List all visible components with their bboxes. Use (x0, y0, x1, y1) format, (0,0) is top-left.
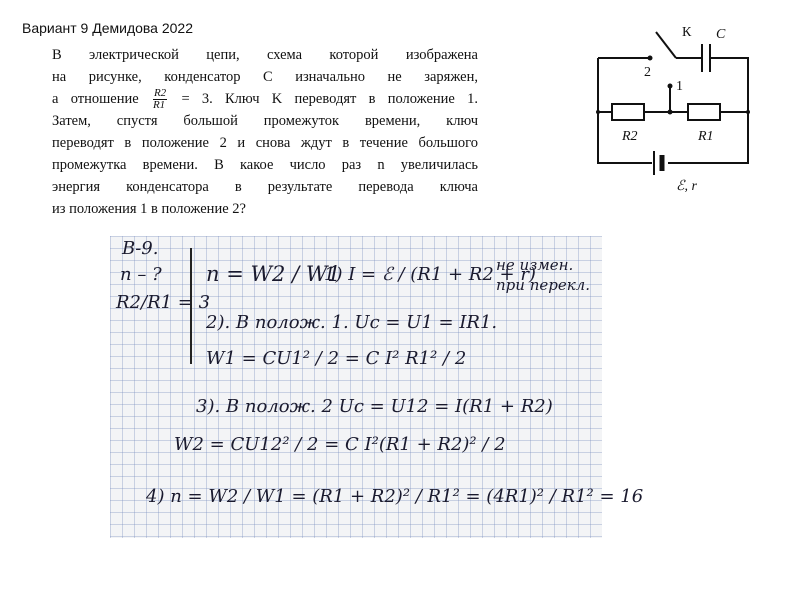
problem-line-7: энергия конденсатора в результате перевода ключа (52, 179, 478, 195)
r1-label: R1 (698, 129, 714, 144)
position-2-label: 2 (644, 65, 651, 80)
problem-line-5: переводят в положение 2 и снова ждут в течение большого (52, 135, 478, 151)
circuit-diagram (590, 18, 770, 198)
position-1-label: 1 (676, 79, 683, 94)
step-2: 2). В полож. 1. Uc = U1 = IR1. (206, 312, 498, 333)
ratio-denominator: R1 (152, 99, 166, 112)
step-1: 1) I = ℰ / (R1 + R2 + r) (324, 264, 536, 285)
step-1-note-1: не измен. (496, 256, 574, 274)
emf-label: ℰ, r (676, 179, 697, 194)
given-variant: В-9. (122, 238, 159, 259)
problem-line-2: на рисунке, конденсатор C изначально не заряжен, (52, 69, 478, 85)
key-label: К (682, 25, 692, 40)
problem-line-6: промежутка времени. В какое число раз n увеличилась (52, 157, 478, 173)
problem-line-3-post: = 3. Ключ K переводят в положение 1. (181, 91, 479, 107)
given-ratio: R2/R1 = 3 (116, 292, 211, 313)
step-1-note-2: при перекл. (496, 276, 590, 294)
problem-line-3 (52, 88, 478, 110)
step-2-energy: W1 = CU1² / 2 = C I² R1² / 2 (206, 348, 467, 369)
ratio-numerator: R2 (153, 87, 167, 100)
given-unknown: n – ? (120, 264, 162, 285)
formula-n: n = W2 / W1 (206, 262, 341, 286)
step-4: 4) n = W2 / W1 = (R1 + R2)² / R1² = (4R1)² / R1² = 16 (146, 486, 644, 507)
capacitor-label: C (716, 27, 726, 42)
problem-line-1: В электрической цепи, схема которой изображена (52, 47, 478, 63)
problem-line-3-pre: а отношение (52, 91, 139, 107)
problem-line-4: Затем, спустя большой промежуток времени, ключ (52, 113, 478, 129)
step-3: 3). В полож. 2 Uc = U12 = I(R1 + R2) (196, 396, 553, 417)
step-3-energy: W2 = CU12² / 2 = C I²(R1 + R2)² / 2 (174, 434, 506, 455)
page-header: Вариант 9 Демидова 2022 (22, 20, 193, 36)
problem-text (52, 44, 478, 220)
ratio-fraction (153, 88, 167, 111)
problem-line-8: из положения 1 в положение 2? (52, 201, 246, 217)
r2-label: R2 (622, 129, 638, 144)
